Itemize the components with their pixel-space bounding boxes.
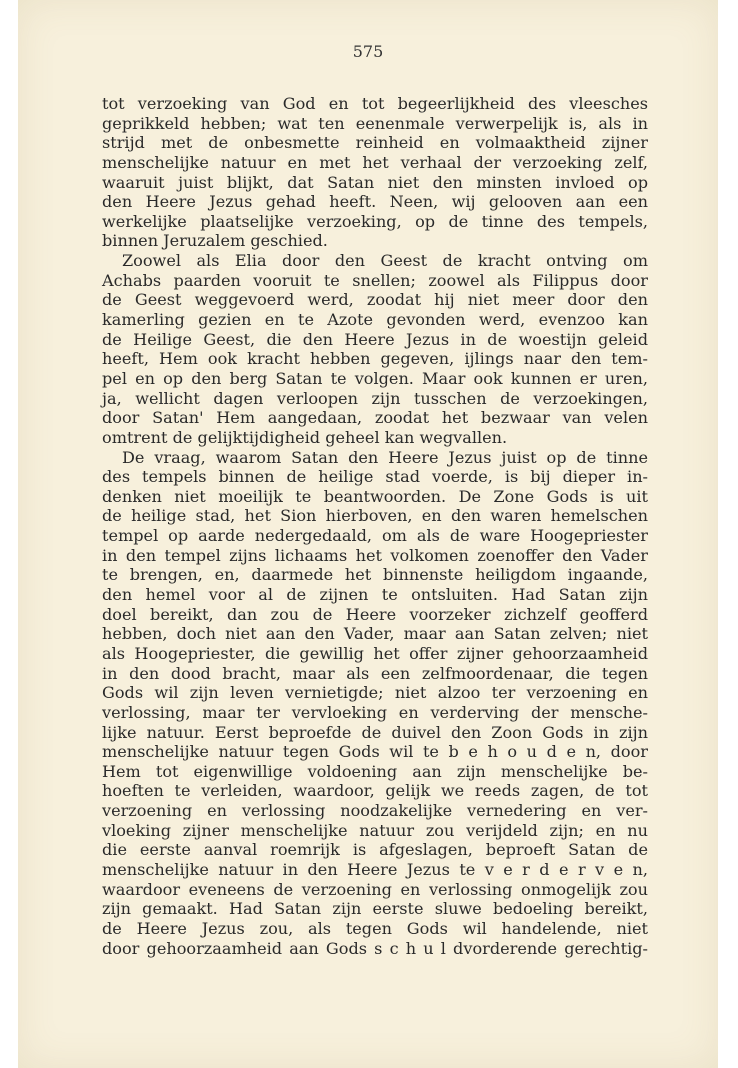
text-line: vloeking zijner menschelijke natuur zou verijdeld zijn; en nu bbox=[102, 820, 648, 840]
text-line: menschelijke natuur in den Heere Jezus te v e r d e r v e n, bbox=[102, 859, 648, 879]
text-line: pel en op den berg Satan te volgen. Maar ook kunnen er uren, bbox=[102, 368, 648, 388]
text-line: tempel op aarde nedergedaald, om als de ware Hoogepriester bbox=[102, 526, 648, 546]
text-line: werkelijke plaatselijke verzoeking, op de tinne des tempels, bbox=[102, 211, 648, 231]
text-line: menschelijke natuur en met het verhaal der verzoeking zelf, bbox=[102, 152, 648, 172]
text-line: verlossing, maar ter vervloeking en verderving der mensche- bbox=[102, 702, 648, 722]
text-line: Hem tot eigenwillige voldoening aan zijn menschelijke be- bbox=[102, 761, 648, 781]
text-line: hebben, doch niet aan den Vader, maar aan Satan zelven; niet bbox=[102, 624, 648, 644]
text-line: de heilige stad, het Sion hierboven, en den waren hemelschen bbox=[102, 506, 648, 526]
text-line: verzoening en verlossing noodzakelijke vernedering en ver- bbox=[102, 801, 648, 821]
text-line: ja, wellicht dagen verloopen zijn tusschen de verzoekingen, bbox=[102, 388, 648, 408]
text-line: in den tempel zijns lichaams het volkomen zoenoffer den Vader bbox=[102, 545, 648, 565]
text-line: strijd met de onbesmette reinheid en volmaaktheid zijner bbox=[102, 133, 648, 153]
text-line: heeft, Hem ook kracht hebben gegeven, ijlings naar den tem- bbox=[102, 349, 648, 369]
text-line: Gods wil zijn leven vernietigde; niet alzoo ter verzoening en bbox=[102, 683, 648, 703]
text-line: zijn gemaakt. Had Satan zijn eerste sluwe bedoeling bereikt, bbox=[102, 899, 648, 919]
text-line: kamerling gezien en te Azote gevonden werd, evenzoo kan bbox=[102, 310, 648, 330]
book-page bbox=[18, 0, 718, 1068]
text-line: waardoor eveneens de verzoening en verlossing onmogelijk zou bbox=[102, 879, 648, 899]
page-number: 575 bbox=[352, 42, 384, 61]
text-line: De vraag, waarom Satan den Heere Jezus juist op de tinne bbox=[122, 447, 648, 467]
text-line: Achabs paarden vooruit te snellen; zoowel als Filippus door bbox=[102, 270, 648, 290]
text-line: te brengen, en, daarmede het binnenste heiligdom ingaande, bbox=[102, 565, 648, 585]
text-line: als Hoogepriester, die gewillig het offer zijner gehoorzaamheid bbox=[102, 643, 648, 663]
text-line: Zoowel als Elia door den Geest de kracht ontving om bbox=[122, 251, 648, 271]
text-line: lijke natuur. Eerst beproefde de duivel den Zoon Gods in zijn bbox=[102, 722, 648, 742]
text-line: de Heere Jezus zou, als tegen Gods wil handelende, niet bbox=[102, 918, 648, 938]
text-line: de Geest weggevoerd werd, zoodat hij niet meer door den bbox=[102, 290, 648, 310]
text-line: hoeften te verleiden, waardoor, gelijk we reeds zagen, de tot bbox=[102, 781, 648, 801]
text-line: binnen Jeruzalem geschied. bbox=[102, 231, 328, 251]
text-line: in den dood bracht, maar als een zelfmoordenaar, die tegen bbox=[102, 663, 648, 683]
body-text bbox=[102, 94, 648, 958]
text-line: door gehoorzaamheid aan Gods s c h u l dvorderende gerechtig- bbox=[102, 938, 648, 958]
text-line: de Heilige Geest, die den Heere Jezus in de woestijn geleid bbox=[102, 329, 648, 349]
text-line: doel bereikt, dan zou de Heere voorzeker zichzelf geofferd bbox=[102, 604, 648, 624]
text-line: tot verzoeking van God en tot begeerlijkheid des vleesches bbox=[102, 94, 648, 113]
text-line: denken niet moeilijk te beantwoorden. De Zone Gods is uit bbox=[102, 486, 648, 506]
text-line: menschelijke natuur tegen Gods wil te b e h o u d e n, door bbox=[102, 742, 648, 762]
text-line: geprikkeld hebben; wat ten eenenmale verwerpelijk is, als in bbox=[102, 113, 648, 133]
text-line: omtrent de gelijktijdigheid geheel kan wegvallen. bbox=[102, 427, 508, 447]
text-line: den Heere Jezus gehad heeft. Neen, wij gelooven aan een bbox=[102, 192, 648, 212]
text-line: door Satan' Hem aangedaan, zoodat het bezwaar van velen bbox=[102, 408, 648, 428]
text-line: den hemel voor al de zijnen te ontsluiten. Had Satan zijn bbox=[102, 585, 648, 605]
text-line: waaruit juist blijkt, dat Satan niet den minsten invloed op bbox=[102, 172, 648, 192]
text-line: des tempels binnen de heilige stad voerde, is bij dieper in- bbox=[102, 467, 648, 487]
text-line: die eerste aanval roemrijk is afgeslagen, beproeft Satan de bbox=[102, 840, 648, 860]
